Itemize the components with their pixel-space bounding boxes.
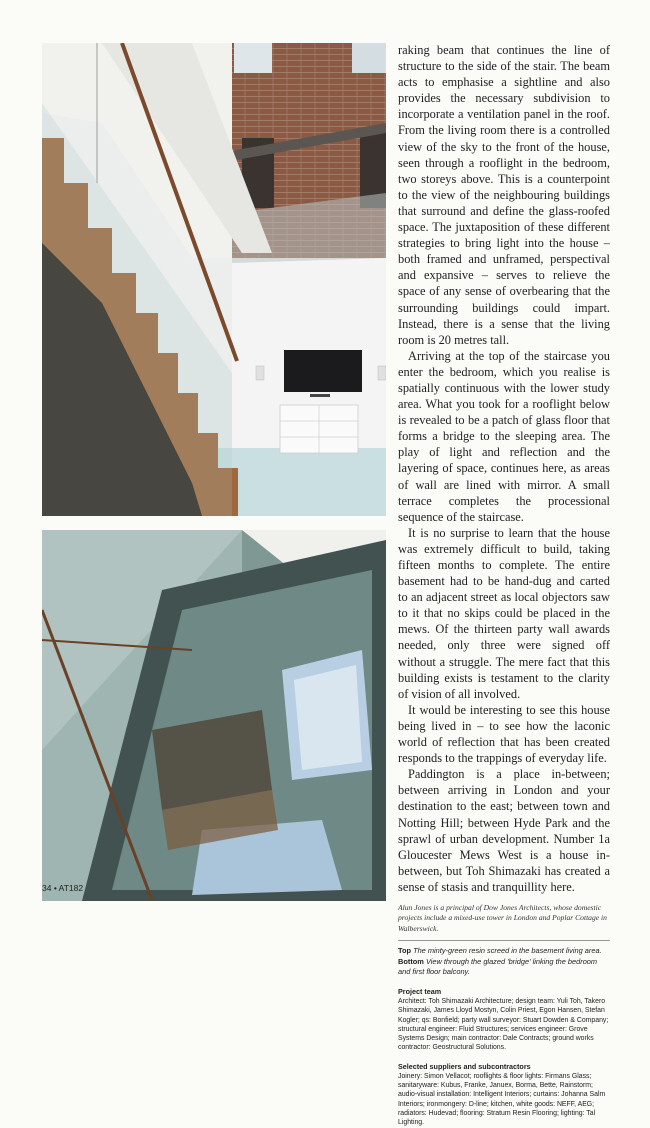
caption-bottom-text: View through the glazed 'bridge' linking the bedroom and first floor balcony. — [398, 956, 598, 977]
paragraph: It would be interesting to see this house being lived in – to see how the laconic world of reflection that has been created responds to the trappings of everyday life. — [398, 702, 610, 766]
project-team-text: Architect: Toh Shimazaki Architecture; design team: Yuli Toh, Takero Shimazaki, James Lloyd Mostyn, Colin Priest, Egon Hansen, Stefan Kogler; qs: Bonfield; party wall surveyor: Stuart Dowden & Company; structural engineer: Fluid Structures; services engineer: Grove Systems Design; main contractor: Dale Contracts; ground works contractor: Geostructural Solutions. — [398, 997, 609, 1052]
caption-top-text: The minty-green resin screed in the basement living area. — [413, 946, 602, 956]
caption-bottom — [398, 957, 610, 978]
suppliers-text: Joinery: Simon Vellacot; rooflights & floor lights: Firmans Glass; sanitaryware: Kubus, Franke, Januex, Borma, Bette, Rainstorm; audio-visual installation: Intelligent Interiors; curtains: Johanna Salm Interiors; ironmongery: D-line; kitchen, white goods: NEFF, AEG; radiators: Hudevad; flooring: Stratum Resin Flooring; lighting: Tal Lighting. — [398, 1072, 606, 1127]
suppliers-heading: Selected suppliers and subcontractors — [398, 1061, 531, 1071]
divider — [398, 940, 610, 941]
photo-staircase-living-room — [42, 43, 386, 516]
paragraph: raking beam that continues the line of structure to the side of the stair. The beam acts to emphasise a sightline and also provides the necessary subdivision to incorporate a ventilation panel in the roof. From the living room there is a controlled view of the sky to the front of the house, seen through a rooflight in the bedroom, two storeys above. This is a counterpoint to the view of the neighbouring buildings that surround and define the glass-roofed space. The juxtaposition of these different strategies to bring light into the house – both framed and unframed, perspectival and expansive – serves to relieve the space of any sense of overbearing that the surrounding buildings could impart. Instead, there is a sense that the living room is 20 metres tall. — [398, 43, 610, 347]
paragraph: It is no surprise to learn that the house was extremely difficult to build, taking fifteen months to complete. The entire basement had to be hand-dug and carted to an adjacent street as local objectors saw to it that no skips could be placed in the mews. Of the thirteen party wall awards needed, only three were signed off without a struggle. The mere fact that this building exists is testament to the clarity of vision of all involved. — [398, 525, 610, 701]
paragraph: Arriving at the top of the staircase you enter the bedroom, which you realise is spatially continuous with the lower study area. What you took for a rooflight below is revealed to be a patch of glass floor that forms a bridge to the sleeping area. The play of light and reflection and the layering of space, continues here, as areas of wall are lined with mirror. A small terrace completes the processional sequence of the staircase. — [398, 348, 610, 524]
author-bio: Alun Jones is a principal of Dow Jones Architects, whose domestic projects include a mixed-use tower in London and Poplar Cottage in Walberswick. — [398, 902, 607, 933]
text-column — [398, 42, 610, 1128]
paragraph: Paddington is a place in-between; between arriving in London and your destination to the east; between town and Notting Hill; between Hyde Park and the sprawl of urban development. Number 1a Gloucester Mews West is a house in-between, but Toh Shimazaki has created a sense of stasis and tranquillity here. — [398, 767, 610, 894]
photo-glazed-bridge — [42, 530, 386, 901]
caption-top — [398, 946, 610, 957]
article-body — [398, 42, 610, 895]
caption-bottom-label: Bottom — [398, 956, 424, 966]
project-team-heading: Project team — [398, 986, 442, 996]
caption-top-label: Top — [398, 946, 411, 956]
page-folio: 34 • AT182 — [42, 883, 84, 893]
